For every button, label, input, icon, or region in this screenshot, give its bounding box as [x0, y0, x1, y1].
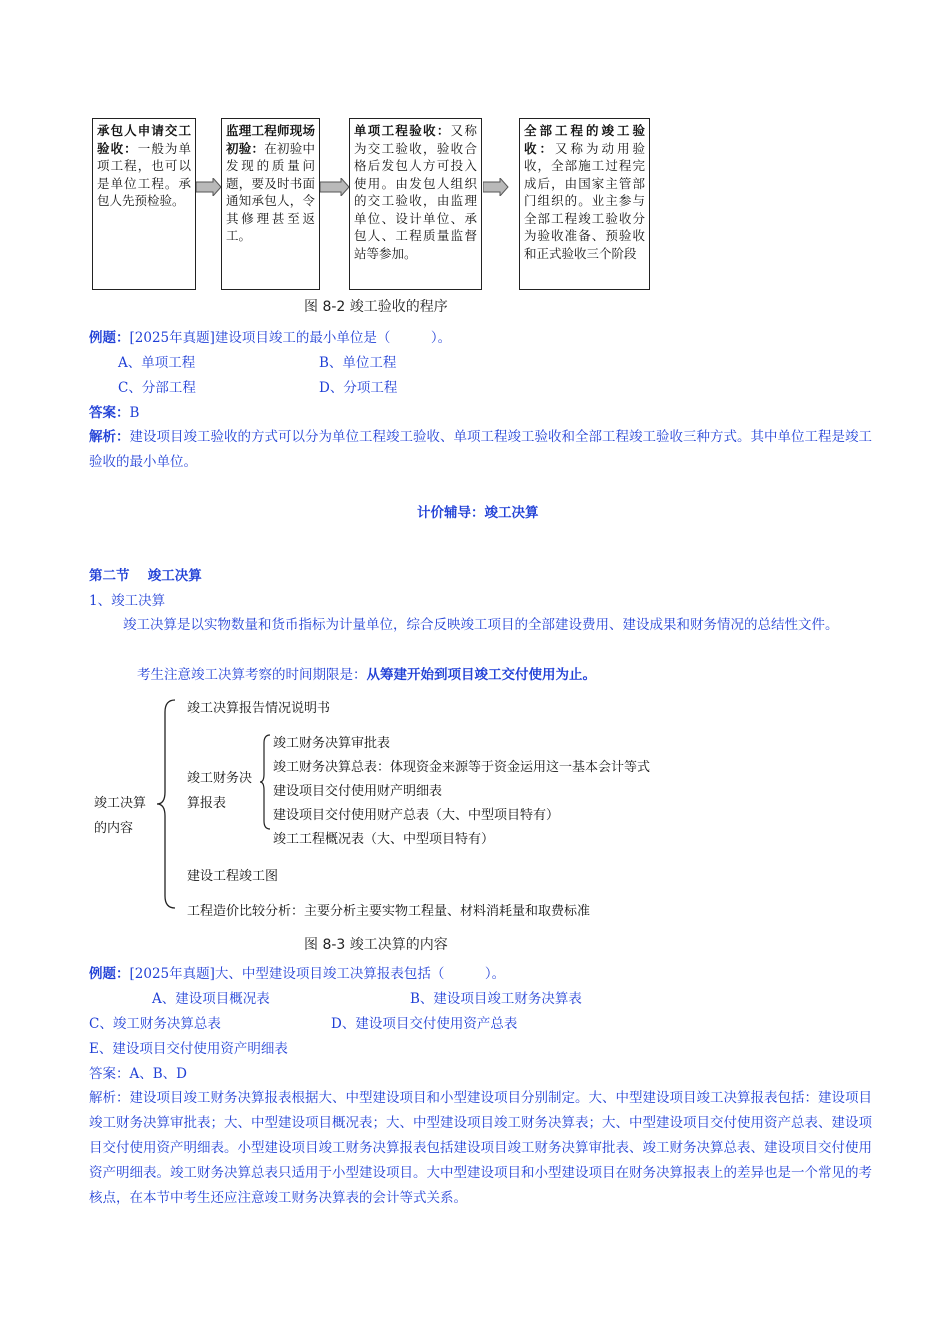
flow-box-text: 又称为交工验收，验收合格后发包人方可投入使用。由发包人组织的交工验收，由监理单位、设计单位、承包人、工程质量监督站等参加。 [354, 123, 477, 261]
option-d: D、分项工程 [319, 380, 398, 396]
flow-box-title: 承包人申请交工验收： [97, 123, 191, 156]
flow-box-title: 全部工程的竣工验收： [524, 123, 645, 156]
flow-box-supervisor-inspection [221, 118, 320, 290]
flow-box-full-completion-acceptance [519, 118, 650, 290]
note-emphasis: 从筹建开始到项目竣工交付使用为止。 [366, 667, 596, 683]
flow-box-text: 又称为动用验收，全部施工过程完成后，由国家主管部门组织的。业主参与全部工程竣工验收分为验收准备、预验收和正式验收三个阶段 [524, 140, 645, 261]
arrow-right-icon [320, 178, 350, 196]
answer [89, 403, 139, 423]
flow-box-text: 一般为单项工程，也可以是单位工程。承包人先预检验。 [97, 140, 191, 208]
arrow-right-icon [483, 178, 509, 196]
figure-caption: 图 8-2 竣工验收的程序 [304, 299, 448, 315]
arrow-right-icon [196, 178, 222, 196]
answer: 答案：A、B、D [89, 1066, 187, 1082]
question-stem [89, 328, 451, 348]
option-c: C、分部工程 [118, 380, 196, 396]
subsection-title: 1、竣工决算 [89, 593, 166, 609]
section-body: 竣工决算是以实物数量和货币指标为计量单位，综合反映竣工项目的全部建设费用、建设成果和财务情况的总结性文件。 [123, 617, 839, 633]
question-text: [2025年真题]建设项目竣工的最小单位是（ ）。 [129, 330, 452, 346]
diagram-group-statements: 竣工财务决算报表 [187, 771, 253, 811]
diagram-sub-summary: 竣工财务决算总表：体现资金来源等于资金运用这一基本会计等式 [273, 760, 651, 775]
analysis [89, 425, 881, 475]
section-note [137, 665, 596, 685]
flow-box-title: 监理工程师现场初验： [226, 123, 315, 156]
diagram-sub-approval: 竣工财务决算审批表 [273, 736, 391, 751]
section-heading: 第二节 竣工决算 [89, 568, 202, 584]
option-b: B、建设项目竣工财务决算表 [410, 991, 582, 1007]
diagram-sub-asset-total: 建设项目交付使用财产总表（大、中型项目特有） [273, 808, 560, 823]
flow-box-text: 在初验中发现的质量问题，要及时书面通知承包人，令其修理甚至返工。 [226, 140, 315, 243]
brace-outer [155, 698, 179, 910]
brace-inner [259, 733, 273, 831]
answer-value: B [129, 405, 140, 421]
option-d: D、建设项目交付使用资产总表 [331, 1016, 518, 1032]
diagram-item-report: 竣工决算报告情况说明书 [187, 701, 331, 716]
analysis-label: 解析： [89, 429, 130, 445]
diagram-sub-overview: 竣工工程概况表（大、中型项目特有） [273, 832, 495, 847]
diagram-item-drawings: 建设工程竣工图 [187, 869, 279, 884]
flow-box-title: 单项工程验收： [354, 123, 451, 138]
option-a: A、建设项目概况表 [152, 991, 270, 1007]
option-a: A、单项工程 [118, 355, 196, 371]
option-b: B、单位工程 [319, 355, 397, 371]
answer-label: 答案： [89, 405, 130, 421]
analysis-text: 建设项目竣工验收的方式可以分为单位工程竣工验收、单项工程竣工验收和全部工程竣工验收三种方式。其中单位工程是竣工验收的最小单位。 [89, 429, 872, 470]
question-stem [89, 964, 505, 984]
question-label: 例题： [89, 330, 130, 346]
option-e: E、建设项目交付使用资产明细表 [89, 1041, 288, 1057]
question-text: [2025年真题]大、中型建设项目竣工决算报表包括（ ）。 [129, 966, 506, 982]
section-banner: 计价辅导：竣工决算 [417, 505, 539, 521]
question-label: 例题： [89, 966, 130, 982]
option-c: C、竣工财务决算总表 [89, 1016, 221, 1032]
note-prefix: 考生注意竣工决算考察的时间期限是： [137, 667, 367, 683]
analysis: 解析：建设项目竣工财务决算报表根据大、中型建设项目和小型建设项目分别制定。大、中型建设项目竣工决算报表包括：建设项目竣工财务决算审批表；大、中型建设项目概况表；大、中型建设项目竣工财务决算表；大、中型建设项目交付使用资产总表、建设项目交付使用资产明细表。小型建设项目竣工财务决算报表包括建设项目竣工财务决算审批表、竣工财务决算总表、建设项目交付使用资产明细表。竣工财务决算总表只适用于小型建设项目。大中型建设项目和小型建设项目在财务决算报表上的差异也是一个常见的考核点，在本节中考生还应注意竣工财务决算表的会计等式关系。 [89, 1090, 872, 1206]
flow-box-contractor-apply [92, 118, 196, 290]
flow-box-single-project-acceptance [349, 118, 482, 290]
figure-caption: 图 8-3 竣工决算的内容 [304, 937, 448, 953]
diagram-item-cost-analysis: 工程造价比较分析：主要分析主要实物工程量、材料消耗量和取费标准 [187, 904, 591, 919]
diagram-root-label: 竣工决算的内容 [94, 796, 147, 836]
diagram-sub-asset-detail: 建设项目交付使用财产明细表 [273, 784, 443, 799]
